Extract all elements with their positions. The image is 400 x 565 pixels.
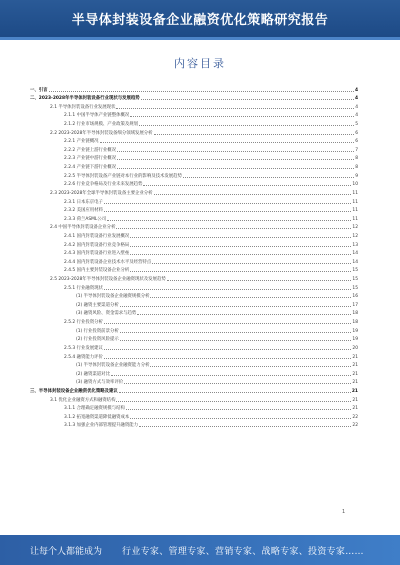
toc-entry-page: 15 xyxy=(352,277,358,283)
toc-entry-page: 15 xyxy=(352,268,358,274)
toc-dot-leader xyxy=(104,349,351,350)
toc-dot-leader xyxy=(104,203,351,204)
toc-entry-page: 4 xyxy=(355,113,358,119)
toc-entry-text: 2.1 半导体封装设备行业发展现状 xyxy=(50,104,116,110)
toc-entry-page: 21 xyxy=(352,380,358,386)
toc-dot-leader xyxy=(143,185,351,186)
toc-entry-text: 2.4.5 国内主要封装设备企业分析 xyxy=(64,268,130,274)
toc-dot-leader xyxy=(126,409,352,410)
toc-dot-leader xyxy=(154,134,355,135)
toc-entry-page: 20 xyxy=(352,345,358,351)
toc-entry-page: 11 xyxy=(352,190,358,196)
toc-entry-text: (1) 行业投资前景分析 xyxy=(76,328,119,334)
toc-entry[interactable] xyxy=(30,248,358,257)
toc-entry-text: 2.4.3 国内封装设备行业进入壁垒 xyxy=(64,251,130,257)
toc-entry[interactable] xyxy=(30,144,358,153)
toc-dot-leader xyxy=(130,418,351,419)
toc-entry-text: 2.5.2 行业投资分析 xyxy=(64,320,103,326)
toc-dot-leader xyxy=(139,125,354,126)
toc-entry[interactable] xyxy=(30,230,358,239)
toc-dot-leader xyxy=(117,151,354,152)
toc-entry-page: 15 xyxy=(352,285,358,291)
toc-entry-page: 19 xyxy=(352,337,358,343)
report-header xyxy=(0,0,400,37)
toc-entry[interactable] xyxy=(30,187,358,196)
toc-entry-text: 2.3.2 美国应用材料 xyxy=(64,208,103,214)
toc-dot-leader xyxy=(150,297,351,298)
toc-dot-leader xyxy=(150,366,351,367)
toc-entry-text: 2.5 2023-2028年半导体封装设备企业融资现状及发展趋势 xyxy=(50,277,166,283)
toc-dot-leader xyxy=(130,254,351,255)
toc-entry-page: 4 xyxy=(355,104,358,110)
toc-dot-leader xyxy=(104,358,351,359)
toc-dot-leader xyxy=(111,375,351,376)
footer-slogan: 让每个人都能成为 xyxy=(30,546,103,557)
toc-entry-text: 2.5.1 行业融资现状 xyxy=(64,285,103,291)
toc-entry[interactable] xyxy=(30,368,358,377)
toc-dot-leader xyxy=(154,194,352,195)
toc-dot-leader xyxy=(137,314,351,315)
toc-entry-page: 8 xyxy=(355,156,358,162)
toc-entry-page: 5 xyxy=(355,122,358,128)
toc-entry[interactable] xyxy=(30,325,358,334)
toc-entry-page: 11 xyxy=(352,199,358,205)
toc-entry[interactable] xyxy=(30,101,358,110)
toc-entry-text: 2.1.2 行业市场规模、产业政策及规划 xyxy=(64,122,139,128)
toc-dot-leader xyxy=(152,263,351,264)
toc-entry[interactable] xyxy=(30,411,358,420)
toc-entry-page: 16 xyxy=(352,294,358,300)
toc-entry-text: (1) 半导体封装设备企业融资规模分析 xyxy=(76,294,150,300)
toc-entry[interactable] xyxy=(30,136,358,145)
toc-entry[interactable] xyxy=(30,377,358,386)
toc-entry-page: 4 xyxy=(354,87,358,93)
toc-entry[interactable] xyxy=(30,196,358,205)
toc-entry-page: 14 xyxy=(352,259,358,265)
toc-entry-text: 2.2.5 半导体封装设备产业链对本行业的影响及技术发展趋势 xyxy=(64,173,182,179)
toc-entry[interactable] xyxy=(30,118,358,127)
toc-entry-text: 3.1.3 加强企业内部管理提升融资能力 xyxy=(64,423,139,429)
footer-tagline: 行业专家、管理专家、营销专家、战略专家、投资专家…… xyxy=(122,546,364,557)
toc-dot-leader xyxy=(107,220,351,221)
toc-entry[interactable] xyxy=(30,256,358,265)
toc-entry[interactable] xyxy=(30,385,358,394)
toc-entry-text: 2.1.1 中国半导体产业链整体概况 xyxy=(64,113,130,119)
toc-entry-text: 2.3.1 日本东京电子 xyxy=(64,199,103,205)
toc-entry-text: 2.2.6 行业竞争格局及行业未来发展趋势 xyxy=(64,182,143,188)
toc-entry[interactable] xyxy=(30,273,358,282)
toc-entry-page: 21 xyxy=(351,388,358,394)
toc-entry-text: 三、半导体封装设备企业融资优化策略及建议 xyxy=(30,388,118,394)
toc-dot-leader xyxy=(104,289,351,290)
toc-dot-leader xyxy=(116,401,351,402)
toc-entry-text: (3) 融资方式与效率评价 xyxy=(76,380,124,386)
toc-entry-page: 9 xyxy=(355,173,358,179)
toc-dot-leader xyxy=(141,99,354,100)
toc-entry[interactable] xyxy=(30,205,358,214)
toc-dot-leader xyxy=(104,323,351,324)
toc-entry-text: 2.2.4 产业链下游行业概况 xyxy=(64,165,117,171)
toc-entry[interactable] xyxy=(30,170,358,179)
toc-dot-leader xyxy=(139,426,351,427)
toc-entry[interactable] xyxy=(30,93,358,102)
toc-entry[interactable] xyxy=(30,222,358,231)
toc-entry-page: 18 xyxy=(352,320,358,326)
toc-entry-page: 17 xyxy=(352,302,358,308)
toc-dot-leader xyxy=(183,177,354,178)
toc-entry-text: 2.2 2023-2028年半导体封装设备细分领域发展分析 xyxy=(50,130,153,136)
toc-entry-page: 8 xyxy=(355,165,358,171)
toc-entry[interactable] xyxy=(30,179,358,188)
toc-entry-text: 2.3.3 荷兰ASML公司 xyxy=(64,216,107,222)
toc-entry-text: 2.5.4 融资能力评价 xyxy=(64,354,103,360)
toc-dot-leader xyxy=(130,116,354,117)
toc-entry-text: 2.5.3 行业发展建议 xyxy=(64,345,103,351)
table-of-contents xyxy=(30,84,358,428)
toc-entry-text: 3.1 优化企业融资方式和融资结构 xyxy=(50,397,116,403)
toc-entry[interactable] xyxy=(30,239,358,248)
toc-entry[interactable] xyxy=(30,291,358,300)
toc-entry-text: 2.2.2 产业链上游行业概况 xyxy=(64,147,117,153)
toc-entry-text: (1) 半导体封装设备企业融资能力分析 xyxy=(76,363,150,369)
toc-entry-page: 22 xyxy=(352,414,358,420)
toc-entry-page: 19 xyxy=(352,328,358,334)
report-title: 半导体封装设备企业融资优化策略研究报告 xyxy=(71,13,329,28)
toc-entry[interactable] xyxy=(30,334,358,343)
toc-entry-text: 2.2.1 产业链概况 xyxy=(64,139,99,145)
toc-entry-page: 11 xyxy=(352,208,358,214)
toc-entry-text: (3) 融资风险、资金需求与趋势 xyxy=(76,311,137,317)
toc-dot-leader xyxy=(116,228,351,229)
toc-entry-page: 21 xyxy=(352,354,358,360)
toc-entry-page: 13 xyxy=(352,242,358,248)
toc-entry-page: 7 xyxy=(355,147,358,153)
toc-entry[interactable] xyxy=(30,127,358,136)
toc-dot-leader xyxy=(119,392,351,393)
toc-dot-leader xyxy=(120,340,352,341)
toc-entry-text: (2) 融资渠道对比 xyxy=(76,371,110,377)
toc-entry[interactable] xyxy=(30,161,358,170)
toc-dot-leader xyxy=(167,280,352,281)
toc-dot-leader xyxy=(49,91,354,92)
toc-entry[interactable] xyxy=(30,316,358,325)
toc-entry-text: (2) 行业投资风险提示 xyxy=(76,337,119,343)
toc-dot-leader xyxy=(104,211,351,212)
toc-dot-leader xyxy=(120,332,352,333)
toc-entry-text: 2.4.1 国内封装设备行业发展概况 xyxy=(64,233,130,239)
toc-dot-leader xyxy=(100,142,355,143)
toc-entry-page: 12 xyxy=(352,225,358,231)
toc-entry-text: 2.4.4 国内封装设备企业技术水平及经营特点 xyxy=(64,259,152,265)
toc-entry-page: 6 xyxy=(355,130,358,136)
page-number: 1 xyxy=(342,509,346,515)
toc-entry-text: 2.4 中国半导体封装设备企业分析 xyxy=(50,225,116,231)
toc-dot-leader xyxy=(117,168,354,169)
toc-entry-text: 2.4.2 国内封装设备行业竞争格局 xyxy=(64,242,130,248)
toc-entry[interactable] xyxy=(30,308,358,317)
toc-entry[interactable] xyxy=(30,84,358,93)
toc-dot-leader xyxy=(130,246,351,247)
toc-entry-text: 一、引言 xyxy=(30,87,48,93)
toc-entry-page: 14 xyxy=(352,251,358,257)
toc-entry-text: 3.1.2 拓宽融资渠道降低融资成本 xyxy=(64,414,130,420)
toc-dot-leader xyxy=(124,383,351,384)
toc-entry-text: 2.2.3 产业链中游行业概况 xyxy=(64,156,117,162)
toc-entry-page: 21 xyxy=(352,371,358,377)
toc-entry[interactable] xyxy=(30,213,358,222)
toc-entry-page: 18 xyxy=(352,311,358,317)
toc-entry-page: 22 xyxy=(352,423,358,429)
toc-entry-page: 12 xyxy=(352,233,358,239)
toc-entry-page: 21 xyxy=(352,397,358,403)
toc-entry[interactable] xyxy=(30,394,358,403)
toc-entry[interactable] xyxy=(30,110,358,119)
toc-title: 内容目录 xyxy=(174,57,226,70)
toc-entry-text: 2.3 2023-2028年全球半导体封装设备主要企业分析 xyxy=(50,190,153,196)
toc-entry-page: 21 xyxy=(352,363,358,369)
toc-dot-leader xyxy=(117,159,354,160)
toc-dot-leader xyxy=(120,306,352,307)
toc-entry[interactable] xyxy=(30,420,358,429)
toc-entry-page: 11 xyxy=(352,216,358,222)
toc-dot-leader xyxy=(116,108,354,109)
toc-entry-text: 3.1.1 合理确定融资规模与结构 xyxy=(64,406,125,412)
toc-entry-text: 二、2023-2028年半导体封装设备行业现状与发展趋势 xyxy=(30,96,140,102)
toc-entry-page: 10 xyxy=(352,182,358,188)
toc-dot-leader xyxy=(130,271,351,272)
toc-entry[interactable] xyxy=(30,282,358,291)
toc-entry[interactable] xyxy=(30,403,358,412)
toc-entry[interactable] xyxy=(30,299,358,308)
footer-banner xyxy=(0,535,400,565)
toc-entry-page: 21 xyxy=(352,406,358,412)
toc-entry-page: 4 xyxy=(354,96,358,102)
toc-dot-leader xyxy=(130,237,351,238)
toc-entry[interactable] xyxy=(30,360,358,369)
toc-entry[interactable] xyxy=(30,351,358,360)
toc-entry[interactable] xyxy=(30,153,358,162)
header-divider xyxy=(0,37,400,40)
toc-entry[interactable] xyxy=(30,342,358,351)
toc-entry-page: 6 xyxy=(355,139,358,145)
toc-entry-text: (2) 融资主要渠道分析 xyxy=(76,302,119,308)
toc-entry[interactable] xyxy=(30,265,358,274)
